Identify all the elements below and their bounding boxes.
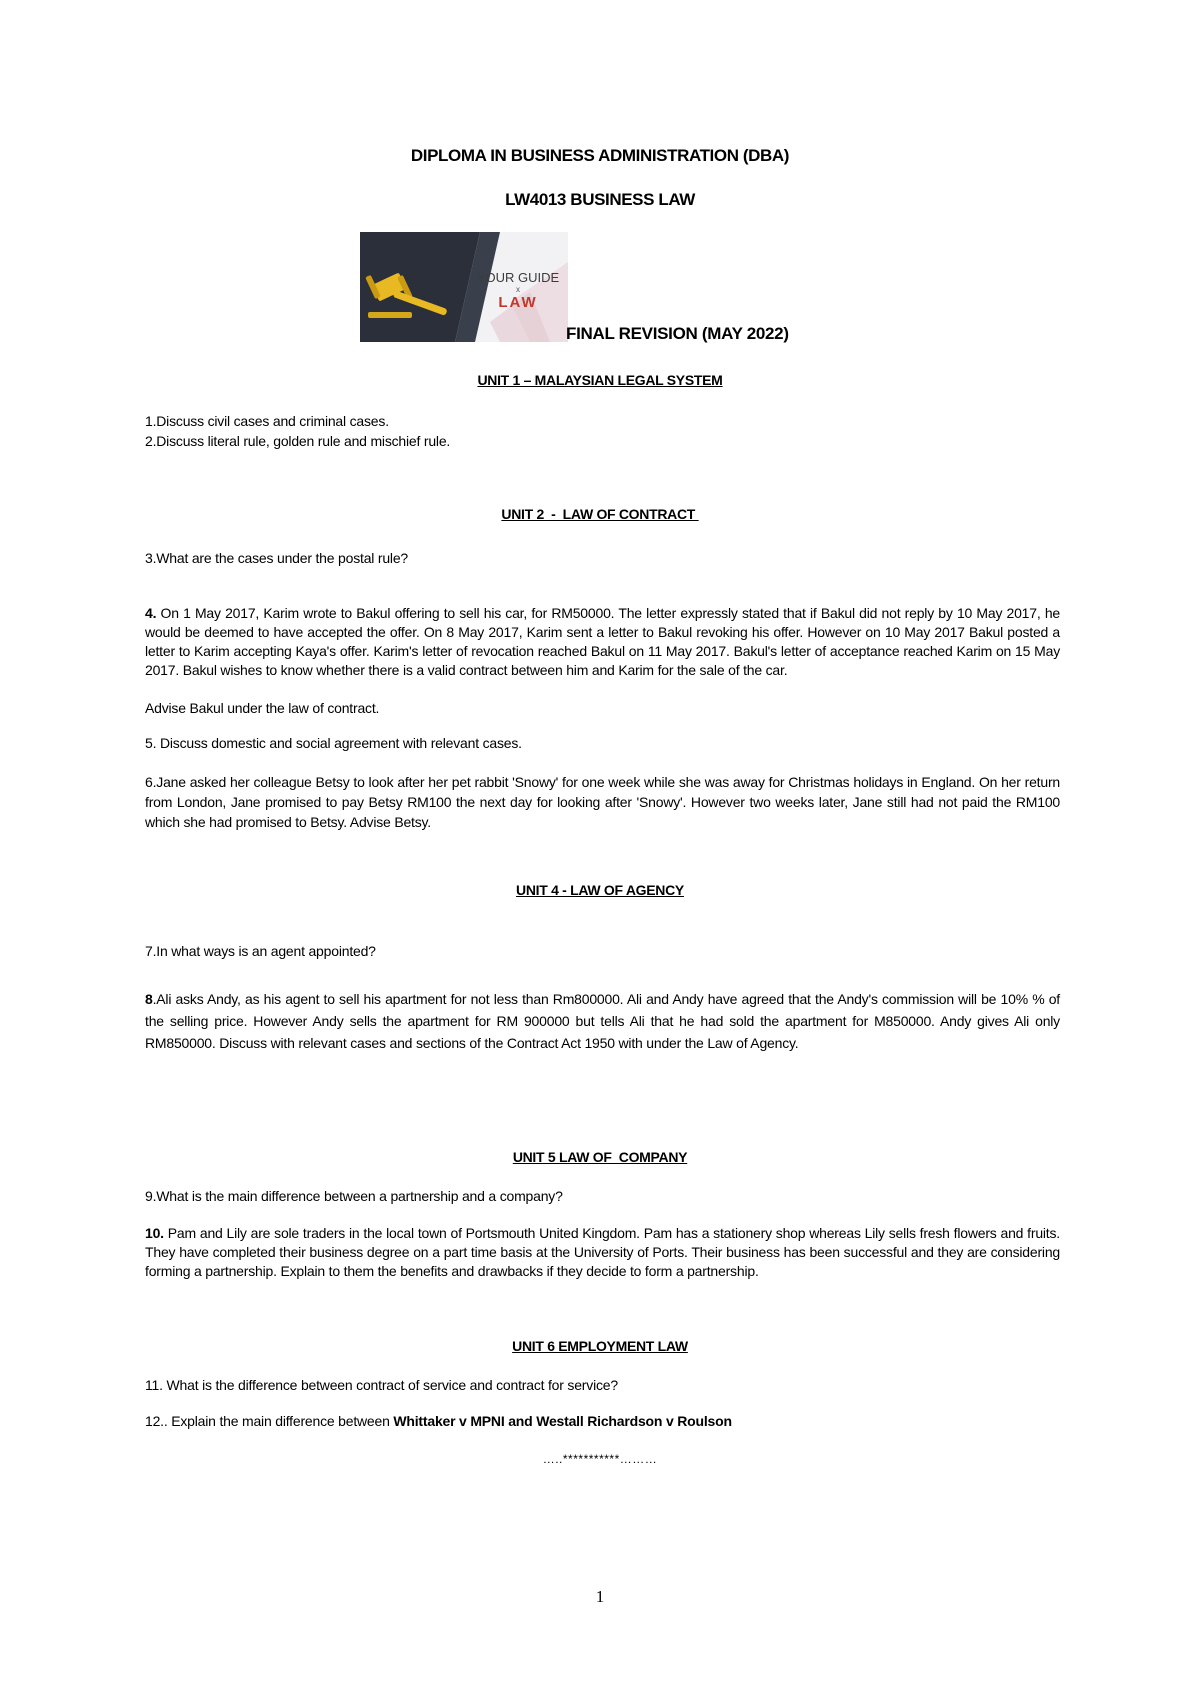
- question-2: 2.Discuss literal rule, golden rule and mischief rule.: [145, 433, 451, 449]
- guide-banner-image: [360, 232, 568, 342]
- question-10-text: Pam and Lily are sole traders in the local town of Portsmouth United Kingdom. Pam has a stationery shop whereas Lily sells fresh flowers and fruits. They have completed their business degree on a part time basis at the University of Ports. Their business has been successful and they are considering forming a partnership. Explain to them the benefits and drawbacks if they decide to form a partnership.: [145, 1225, 1060, 1279]
- question-8-text: .Ali asks Andy, as his agent to sell his apartment for not less than Rm800000. Ali and Andy have agreed that the Andy's commission will be 10% % of the selling price. However Andy sells the apartment for RM 900000 but tells Ali that he had sold the apartment for M850000. Andy gives Ali only RM850000. Discuss with relevant cases and sections of the Contract Act 1950 with under the Law of Agency.: [145, 991, 1060, 1051]
- question-4-number: 4.: [145, 605, 157, 621]
- question-11: 11. What is the difference between contract of service and contract for service?: [145, 1377, 618, 1393]
- question-12: [145, 1412, 1060, 1431]
- question-10: [145, 1224, 1060, 1281]
- question-12-text: 12.. Explain the main difference between: [145, 1413, 394, 1429]
- question-1: 1.Discuss civil cases and criminal cases.: [145, 413, 389, 429]
- unit-1-heading: UNIT 1 – MALAYSIAN LEGAL SYSTEM: [477, 372, 723, 388]
- course-title: LW4013 BUSINESS LAW: [505, 190, 695, 209]
- question-5: 5. Discuss domestic and social agreement with relevant cases.: [145, 735, 522, 751]
- question-10-number: 10.: [145, 1225, 164, 1241]
- banner-line-2: LAW: [498, 294, 538, 311]
- question-8: [145, 988, 1060, 1054]
- end-marker: …..***********………: [542, 1452, 658, 1466]
- question-4-text: On 1 May 2017, Karim wrote to Bakul offering to sell his car, for RM50000. The letter expressly stated that if Bakul did not reply by 10 May 2017, he would be deemed to have accepted the offer. On 8 May 2017, Karim sent a letter to Bakul revoking his offer. However on 10 May 2017 Bakul posted a letter to Karim accepting Kaya's offer. Karim's letter of revocation reached Bakul on 11 May 2017. Bakul's letter of acceptance reached Karim on 15 May 2017. Bakul wishes to know whether there is a valid contract between him and Karim for the sale of the car.: [145, 605, 1060, 678]
- unit-5-heading: UNIT 5 LAW OF COMPANY: [512, 1149, 688, 1165]
- question-3: 3.What are the cases under the postal rule?: [145, 550, 409, 566]
- question-7: 7.In what ways is an agent appointed?: [145, 943, 376, 959]
- question-4-advise: Advise Bakul under the law of contract.: [145, 700, 380, 716]
- banner-small-mark: x: [516, 285, 520, 294]
- question-12-cases: Whittaker v MPNI and Westall Richardson v Roulson: [393, 1413, 732, 1429]
- question-6: 6.Jane asked her colleague Betsy to look after her pet rabbit 'Snowy' for one week while she was away for Christmas holidays in England. On her return from London, Jane promised to pay Betsy RM100 the next day for looking after 'Snowy'. However two weeks later, Jane still had not paid the RM100 which she had promised to Betsy. Advise Betsy.: [145, 774, 1060, 830]
- banner-line-1: YOUR GUIDE: [476, 270, 560, 285]
- question-9: 9.What is the main difference between a partnership and a company?: [145, 1188, 563, 1204]
- unit-4-heading: UNIT 4 - LAW OF AGENCY: [516, 882, 684, 898]
- document-title: DIPLOMA IN BUSINESS ADMINISTRATION (DBA): [410, 146, 790, 165]
- final-revision-title: FINAL REVISION (MAY 2022): [566, 324, 789, 343]
- page-number: 1: [595, 1587, 605, 1606]
- question-4: [145, 604, 1060, 680]
- unit-6-heading: UNIT 6 EMPLOYMENT LAW: [512, 1338, 688, 1354]
- unit-2-heading: UNIT 2 - LAW OF CONTRACT: [501, 506, 699, 522]
- question-8-number: 8: [145, 991, 153, 1007]
